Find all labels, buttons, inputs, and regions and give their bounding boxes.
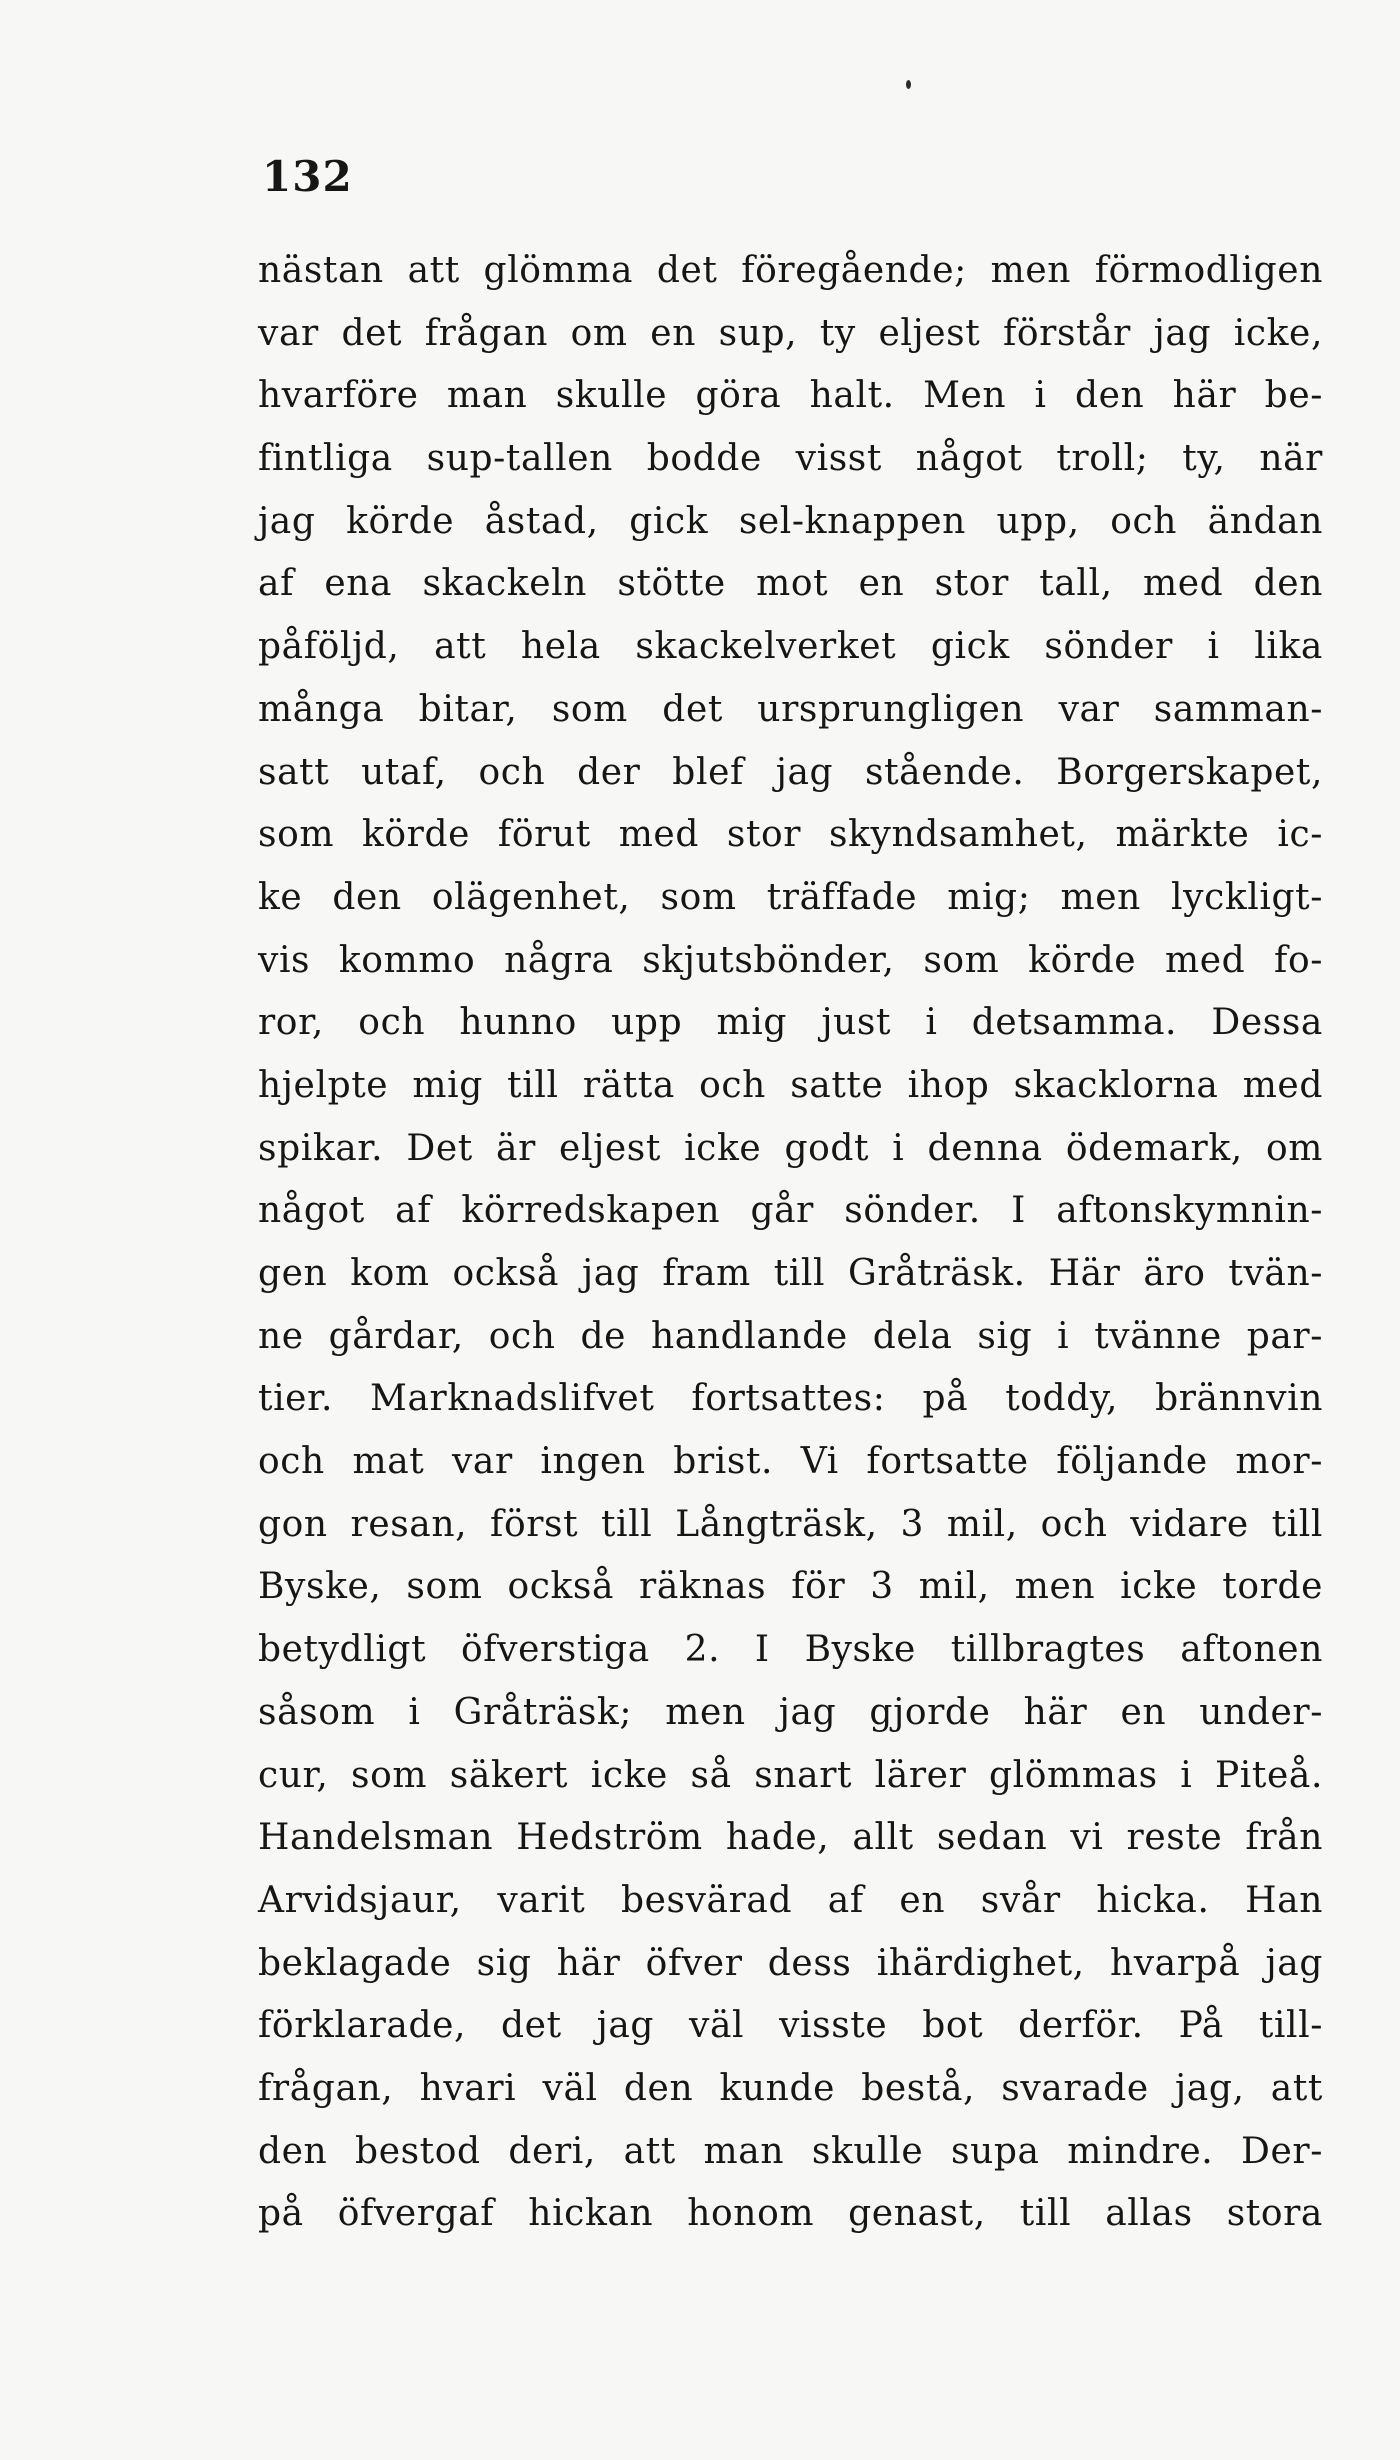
text-line: såsom i Gråträsk; men jag gjorde här en under- <box>258 1691 1323 1733</box>
text-line: och mat var ingen brist. Vi fortsatte följande mor- <box>258 1441 1323 1483</box>
text-line: frågan, hvari väl den kunde bestå, svarade jag, att <box>258 2067 1323 2109</box>
text-line: något af körredskapen går sönder. I aftonskymnin- <box>258 1190 1323 1232</box>
text-line: spikar. Det är eljest icke godt i denna ödemark, om <box>258 1127 1323 1169</box>
ink-speck <box>906 80 911 89</box>
text-line: satt utaf, och der blef jag stående. Borgerskapet, <box>258 751 1323 793</box>
text-line: ror, och hunno upp mig just i detsamma. Dessa <box>258 1002 1323 1044</box>
text-line: hvarföre man skulle göra halt. Men i den här be- <box>258 375 1323 417</box>
text-line: gen kom också jag fram till Gråträsk. Här äro tvän- <box>258 1253 1323 1294</box>
text-line: Arvidsjaur, varit besvärad af en svår hicka. Han <box>258 1879 1323 1921</box>
text-line: den bestod deri, att man skulle supa mindre. Der- <box>258 2130 1323 2172</box>
text-line: beklagade sig här öfver dess ihärdighet, hvarpå jag <box>258 1942 1323 1984</box>
text-line: Byske, som också räknas för 3 mil, men icke torde <box>258 1566 1323 1608</box>
text-line: vis kommo några skjutsbönder, som körde med fo- <box>258 939 1323 981</box>
text-line: jag körde åstad, gick sel-knappen upp, och ändan <box>258 500 1323 542</box>
body-text <box>258 240 1323 2246</box>
text-line: hjelpte mig till rätta och satte ihop skacklorna med <box>258 1064 1323 1106</box>
text-line: betydligt öfverstiga 2. I Byske tillbragtes aftonen <box>258 1629 1323 1671</box>
text-line: tier. Marknadslifvet fortsattes: på toddy, brännvin <box>258 1378 1323 1420</box>
text-line: påföljd, att hela skackelverket gick sönder i lika <box>258 626 1323 668</box>
text-line: fintliga sup-tallen bodde visst något troll; ty, när <box>258 438 1323 480</box>
text-line: nästan att glömma det föregående; men förmodligen <box>258 250 1323 291</box>
text-line: många bitar, som det ursprungligen var samman- <box>258 688 1323 730</box>
text-line: gon resan, först till Långträsk, 3 mil, och vidare till <box>258 1503 1323 1545</box>
text-line: ke den olägenhet, som träffade mig; men lyckligt- <box>258 876 1323 918</box>
text-line: af ena skackeln stötte mot en stor tall, med den <box>258 563 1323 605</box>
text-line: förklarade, det jag väl visste bot derför. På till- <box>258 2005 1323 2047</box>
text-line: cur, som säkert icke så snart lärer glömmas i Piteå. <box>258 1754 1323 1796</box>
page-number: 132 <box>262 152 353 201</box>
text-line: var det frågan om en sup, ty eljest förstår jag icke, <box>258 312 1323 354</box>
text-line: Handelsman Hedström hade, allt sedan vi reste från <box>258 1817 1323 1859</box>
text-line: på öfvergaf hickan honom genast, till allas stora <box>258 2193 1323 2235</box>
text-line: som körde förut med stor skyndsamhet, märkte ic- <box>258 814 1323 856</box>
text-line: ne gårdar, och de handlande dela sig i tvänne par- <box>258 1315 1323 1357</box>
